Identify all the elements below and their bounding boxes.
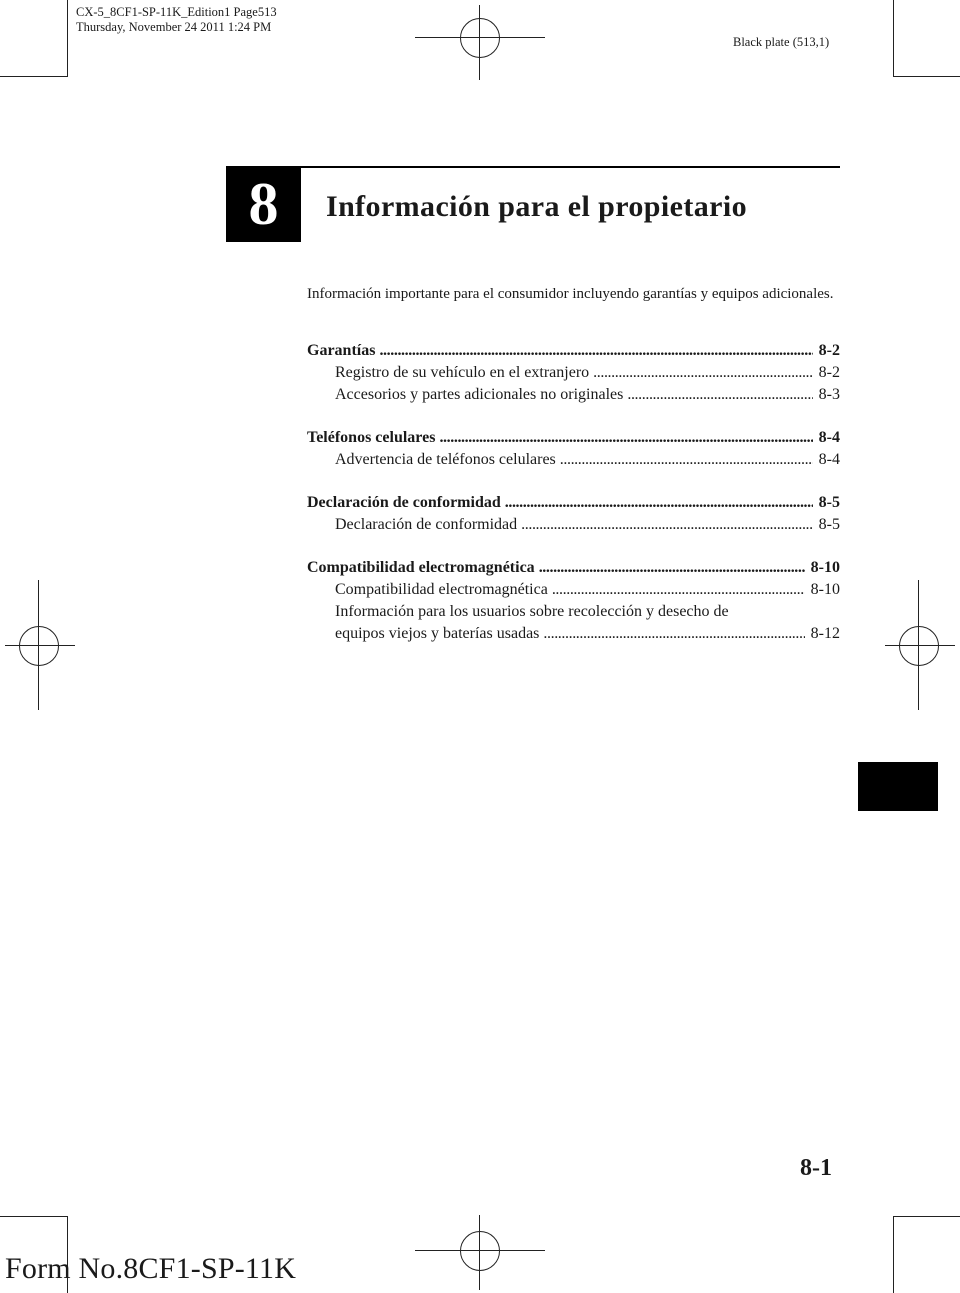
toc-entry[interactable]: Garantías . . . 8-2 — [307, 340, 840, 362]
toc-group-compatibilidad — [307, 557, 840, 645]
chapter-number-box: 8 — [226, 166, 301, 242]
toc-subentry[interactable]: Advertencia de teléfonos celulares . . . 8-4 — [307, 449, 840, 471]
form-number: Form No.8CF1-SP-11K — [5, 1252, 297, 1285]
chapter-rule — [226, 166, 840, 168]
table-of-contents — [307, 340, 840, 666]
toc-subentry[interactable]: Accesorios y partes adicionales no originales . . . 8-3 — [307, 384, 840, 406]
toc-subentry[interactable]: Compatibilidad electromagnética . . . 8-10 — [307, 579, 840, 601]
toc-group-declaracion — [307, 492, 840, 536]
toc-group-garantias — [307, 340, 840, 406]
chapter-thumb-tab — [858, 762, 938, 811]
chapter-intro: Información importante para el consumidor incluyendo garantías y equipos adicionales. — [307, 286, 834, 302]
toc-group-telefonos — [307, 427, 840, 471]
toc-subentry[interactable]: Registro de su vehículo en el extranjero . . . 8-2 — [307, 362, 840, 384]
toc-entry[interactable]: Declaración de conformidad . . . 8-5 — [307, 492, 840, 514]
print-date: Thursday, November 24 2011 1:24 PM — [76, 20, 272, 34]
toc-subentry[interactable]: equipos viejos y baterías usadas . . . 8-12 — [307, 623, 840, 645]
print-header — [76, 5, 277, 35]
toc-subentry[interactable]: Declaración de conformidad . . . 8-5 — [307, 514, 840, 536]
toc-entry[interactable]: Compatibilidad electromagnética . . . 8-10 — [307, 557, 840, 579]
page-number: 8-1 — [800, 1155, 832, 1181]
toc-subentry-line1[interactable]: Información para los usuarios sobre recolección y desecho de — [335, 603, 729, 620]
plate-label: Black plate (513,1) — [733, 35, 830, 49]
toc-entry[interactable]: Teléfonos celulares . . . 8-4 — [307, 427, 840, 449]
file-info: CX-5_8CF1-SP-11K_Edition1 Page513 — [76, 5, 277, 19]
chapter-title: Información para el propietario — [326, 190, 747, 223]
